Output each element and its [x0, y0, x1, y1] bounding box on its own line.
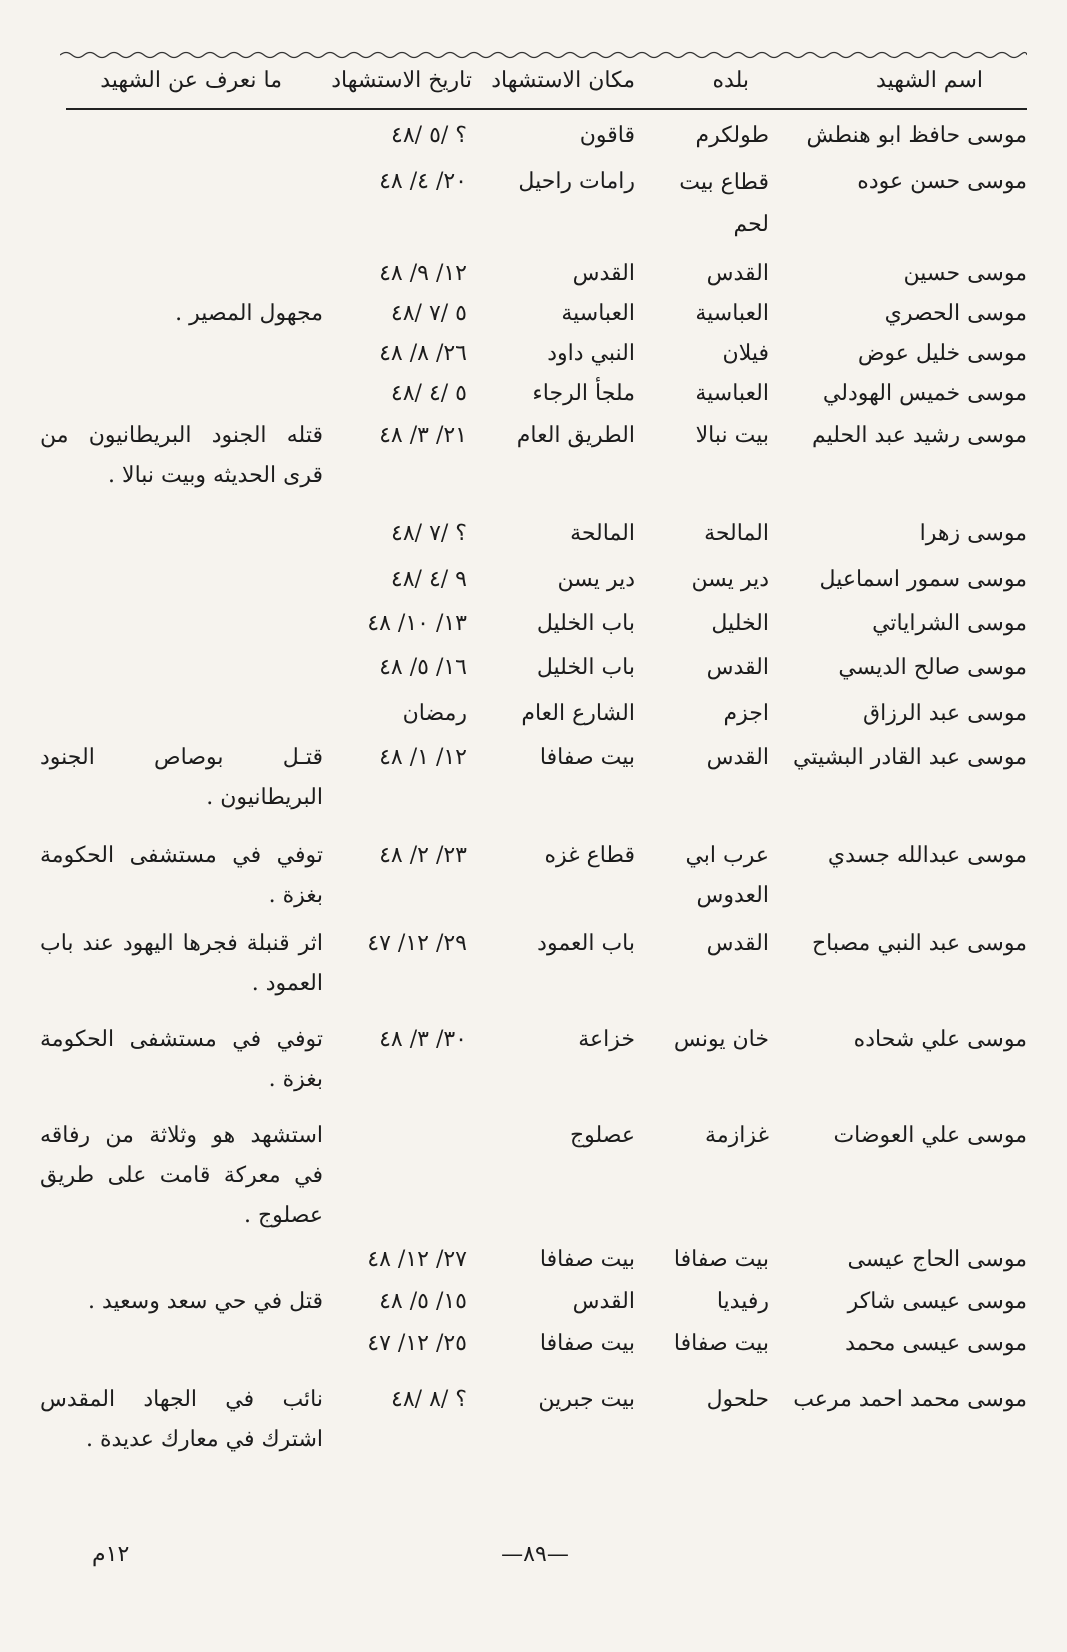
- signature-mark: ١٢م: [92, 1542, 130, 1567]
- row-name: موسى صالح الديسي: [838, 655, 1027, 680]
- row-place: بيت صفافا: [539, 1331, 635, 1356]
- row-town: القدس: [706, 655, 769, 680]
- row-date: ؟ /٨ /٤٨: [391, 1387, 467, 1412]
- row-place: باب الخليل: [536, 611, 635, 636]
- row-date: ١٢/ ٩/ ٤٨: [379, 261, 467, 286]
- row-place: الطريق العام: [516, 423, 635, 448]
- row-place: المالحة: [570, 521, 635, 546]
- row-town: بيت صفافا: [673, 1247, 769, 1272]
- row-name: موسى خميس الهودلي: [822, 381, 1027, 406]
- row-date: رمضان: [402, 701, 467, 726]
- row-date: ؟ /٥ /٤٨: [391, 123, 467, 148]
- row-name: موسى الحصري: [884, 301, 1027, 326]
- row-note: مجهول المصير .: [175, 301, 323, 326]
- row-place: ملجأ الرجاء: [532, 381, 635, 406]
- row-place: رامات راحيل: [518, 169, 635, 194]
- row-name: موسى عبد الرزاق: [863, 701, 1027, 726]
- header-name: اسم الشهيد: [876, 68, 983, 93]
- row-name: موسى محمد احمد مرعب: [793, 1387, 1027, 1412]
- row-place: قطاع غزه: [544, 843, 635, 868]
- row-note: توفي في مستشفى الحكومة بغزة .: [40, 1027, 323, 1092]
- row-town: اجزم: [723, 701, 769, 726]
- row-date: ٥ /٤ /٤٨: [390, 381, 467, 406]
- row-town: دير يسن: [691, 567, 769, 592]
- row-place: عصلوج: [569, 1123, 635, 1148]
- row-date: ١٥/ ٥/ ٤٨: [379, 1289, 467, 1314]
- row-town: عرب ابي العدوس: [685, 843, 769, 908]
- row-note: قتل في حي سعد وسعيد .: [87, 1289, 323, 1314]
- row-note: توفي في مستشفى الحكومة بغزة .: [40, 843, 323, 908]
- wavy-top-rule: [60, 50, 1027, 60]
- row-name: موسى سمور اسماعيل: [819, 567, 1027, 592]
- row-name: موسى الشراياتي: [872, 611, 1027, 636]
- header-date: تاريخ الاستشهاد: [331, 68, 472, 93]
- row-name: موسى عبدالله جسدي: [827, 843, 1027, 868]
- row-date: ٢٦/ ٨/ ٤٨: [379, 341, 467, 366]
- row-town: العباسية: [695, 381, 769, 406]
- row-name: موسى علي شحاده: [853, 1027, 1027, 1052]
- row-note: قتله الجنود البريطانيون من قرى الحديثه وبيت نبالا .: [40, 423, 323, 488]
- row-name: موسى حسن عوده: [857, 169, 1027, 194]
- row-date: ٢٩/ ١٢/ ٤٧: [367, 931, 467, 956]
- row-town: فيلان: [722, 341, 769, 366]
- header-note: ما نعرف عن الشهيد: [100, 68, 282, 93]
- row-town: المالحة: [704, 521, 769, 546]
- row-town: الخليل: [711, 611, 769, 636]
- row-date: ٥ /٧ /٤٨: [390, 301, 467, 326]
- row-note: قتـل بوصاص الجنود البريطانيون .: [40, 745, 323, 810]
- row-town: طولكرم: [695, 123, 769, 148]
- row-place: بيت جبرين: [538, 1387, 635, 1412]
- row-note: اثر قنبلة فجرها اليهود عند باب العمود .: [40, 931, 323, 996]
- row-place: باب العمود: [537, 931, 635, 956]
- row-name: موسى زهرا: [919, 521, 1027, 546]
- row-date: ١٦/ ٥/ ٤٨: [379, 655, 467, 680]
- page-number: —٨٩—: [501, 1542, 569, 1567]
- row-name: موسى الحاج عيسى: [847, 1247, 1027, 1272]
- row-date: ٩ /٤ /٤٨: [390, 567, 467, 592]
- row-town: رفيديا: [716, 1289, 769, 1314]
- row-town: القدس: [706, 931, 769, 956]
- row-town: غزازمة: [705, 1123, 769, 1148]
- row-date: ٢٥/ ١٢/ ٤٧: [367, 1331, 467, 1356]
- table-header: [60, 64, 1027, 108]
- row-name: موسى علي العوضات: [833, 1123, 1027, 1148]
- row-place: باب الخليل: [536, 655, 635, 680]
- row-place: دير يسن: [557, 567, 635, 592]
- row-place: خزاعة: [578, 1027, 635, 1052]
- row-place: القدس: [572, 1289, 635, 1314]
- row-place: العباسية: [561, 301, 635, 326]
- row-date: ٢٣/ ٢/ ٤٨: [379, 843, 467, 868]
- row-town: العباسية: [695, 301, 769, 326]
- row-name: موسى رشيد عبد الحليم: [811, 423, 1027, 448]
- row-place: الشارع العام: [521, 701, 635, 726]
- row-date: ؟ /٧ /٤٨: [391, 521, 467, 546]
- row-place: القدس: [572, 261, 635, 286]
- row-place: النبي داود: [547, 341, 635, 366]
- row-town: بيت نبالا: [695, 423, 769, 448]
- row-place: بيت صفافا: [539, 1247, 635, 1272]
- row-date: ١٢/ ١/ ٤٨: [379, 745, 467, 770]
- row-date: ١٣/ ١٠/ ٤٨: [367, 611, 467, 636]
- row-place: قاقون: [579, 123, 635, 148]
- row-town: القدس: [706, 261, 769, 286]
- row-name: موسى عيسى شاكر: [847, 1289, 1027, 1314]
- row-date: ٢٠/ ٤/ ٤٨: [379, 169, 467, 194]
- row-name: موسى خليل عوض: [857, 341, 1027, 366]
- row-name: موسى حسين: [903, 261, 1027, 286]
- row-note: نائب في الجهاد المقدس اشترك في معارك عديدة .: [40, 1387, 323, 1452]
- row-town: قطاع بيت لحم: [679, 170, 769, 237]
- row-date: ٢٧/ ١٢/ ٤٨: [367, 1247, 467, 1272]
- header-place: مكان الاستشهاد: [491, 68, 635, 93]
- row-place: بيت صفافا: [539, 745, 635, 770]
- header-town: بلده: [712, 68, 749, 93]
- row-note: استشهد هو وثلاثة من رفاقه في معركة قامت على طريق عصلوج .: [40, 1123, 323, 1228]
- row-name: موسى عبد القادر البشيتي: [793, 745, 1027, 770]
- row-name: موسى حافظ ابو هنطش: [806, 123, 1027, 148]
- row-name: موسى عبد النبي مصباح: [811, 931, 1027, 956]
- row-town: حلحول: [706, 1387, 769, 1412]
- header-rule: [66, 108, 1027, 110]
- row-name: موسى عيسى محمد: [845, 1331, 1027, 1356]
- row-date: ٣٠/ ٣/ ٤٨: [379, 1027, 467, 1052]
- row-date: ٢١/ ٣/ ٤٨: [379, 423, 467, 448]
- row-town: بيت صفافا: [673, 1331, 769, 1356]
- row-town: القدس: [706, 745, 769, 770]
- row-town: خان يونس: [673, 1027, 769, 1052]
